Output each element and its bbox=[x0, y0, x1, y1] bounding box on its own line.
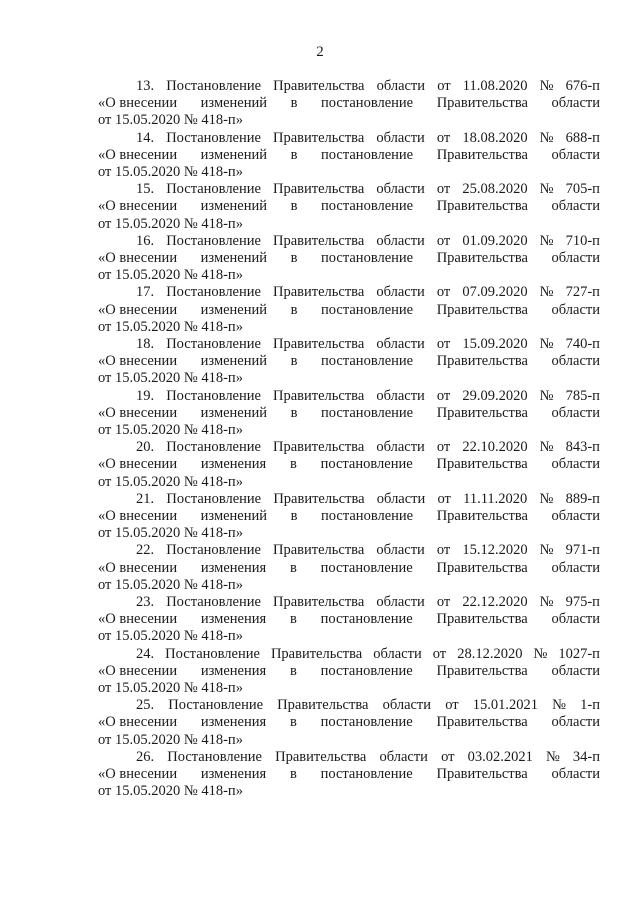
subject-word: области bbox=[551, 146, 600, 163]
item-reference-line: от 15.05.2020 № 418-п» bbox=[98, 679, 243, 696]
title-word: Постановление bbox=[166, 284, 261, 301]
title-word: Правительства bbox=[273, 78, 365, 94]
subject-word: изменений bbox=[200, 353, 268, 370]
title-word: 676-п bbox=[565, 78, 600, 94]
title-word: от bbox=[432, 645, 447, 662]
subject-word: Правительства bbox=[436, 559, 528, 576]
subject-word: изменения bbox=[200, 611, 267, 628]
item-reference-line: от 15.05.2020 № 418-п» bbox=[98, 525, 243, 542]
title-word: от bbox=[445, 697, 459, 714]
title-word: области bbox=[376, 593, 425, 610]
title-word: 705-п bbox=[565, 181, 600, 198]
item-reference-line: от 15.05.2020 № 418-п» bbox=[98, 318, 243, 335]
title-word: от bbox=[437, 490, 451, 507]
subject-word: «О внесении bbox=[98, 146, 178, 163]
title-word: области bbox=[376, 490, 426, 507]
title-word: Правительства bbox=[273, 181, 365, 198]
subject-word: области bbox=[551, 662, 600, 679]
item-reference-line: от 15.05.2020 № 418-п» bbox=[98, 421, 243, 438]
subject-word: области bbox=[551, 404, 600, 421]
item-title-line bbox=[98, 749, 600, 766]
title-word: Правительства bbox=[275, 748, 367, 765]
title-word: 21. bbox=[136, 490, 155, 507]
title-word: № bbox=[539, 490, 554, 507]
subject-word: в bbox=[290, 95, 298, 112]
subject-word: в bbox=[289, 456, 297, 473]
title-word: 29.09.2020 bbox=[462, 387, 528, 404]
title-word: области bbox=[379, 748, 428, 765]
item-title-line bbox=[98, 542, 600, 559]
title-word: от bbox=[436, 129, 451, 146]
title-word: 843-п bbox=[565, 439, 600, 456]
list-item bbox=[98, 749, 600, 801]
title-word: Правительства bbox=[273, 129, 365, 146]
title-word: области bbox=[376, 78, 426, 94]
subject-word: «О внесении bbox=[98, 95, 178, 112]
title-word: области bbox=[376, 542, 425, 559]
title-word: 785-п bbox=[565, 387, 600, 404]
item-title-line bbox=[98, 130, 600, 147]
subject-word: в bbox=[289, 662, 297, 679]
item-reference-line: от 15.05.2020 № 418-п» bbox=[98, 473, 243, 490]
title-word: 25.08.2020 bbox=[462, 181, 528, 198]
title-word: 14. bbox=[136, 129, 155, 146]
subject-word: постановление bbox=[320, 662, 413, 679]
item-title-line bbox=[98, 439, 600, 456]
item-subject-line bbox=[98, 302, 600, 319]
list-item bbox=[98, 697, 600, 749]
subject-word: области bbox=[551, 456, 600, 473]
item-subject-line bbox=[98, 198, 600, 215]
title-word: № bbox=[539, 129, 554, 146]
subject-word: Правительства bbox=[436, 404, 528, 421]
subject-word: постановление bbox=[321, 353, 414, 370]
subject-word: постановление bbox=[321, 404, 414, 421]
title-word: № bbox=[539, 439, 554, 456]
title-word: 03.02.2021 bbox=[467, 748, 533, 765]
item-title-line bbox=[98, 181, 600, 198]
subject-word: Правительства bbox=[436, 507, 528, 524]
item-reference-line: от 15.05.2020 № 418-п» bbox=[98, 112, 243, 129]
subject-word: Правительства bbox=[436, 301, 528, 318]
title-word: № bbox=[539, 181, 554, 198]
title-word: Постановление bbox=[165, 645, 260, 662]
subject-word: постановление bbox=[321, 301, 414, 318]
list-item bbox=[98, 388, 600, 440]
subject-word: изменения bbox=[200, 714, 267, 731]
title-word: 07.09.2020 bbox=[462, 284, 528, 301]
title-word: 19. bbox=[136, 387, 155, 404]
title-word: 18. bbox=[136, 335, 155, 352]
item-reference-line: от 15.05.2020 № 418-п» bbox=[98, 163, 243, 180]
subject-word: изменений bbox=[200, 146, 268, 163]
item-subject-line bbox=[98, 766, 600, 783]
subject-word: Правительства bbox=[436, 249, 528, 266]
title-word: от bbox=[437, 78, 451, 94]
subject-word: «О внесении bbox=[98, 765, 178, 782]
subject-word: в bbox=[290, 249, 298, 266]
subject-word: области bbox=[551, 714, 600, 731]
subject-word: области bbox=[551, 507, 600, 524]
title-word: 18.08.2020 bbox=[462, 129, 528, 146]
item-subject-line bbox=[98, 250, 600, 267]
page-number: 2 bbox=[316, 44, 324, 60]
item-subject-line bbox=[98, 353, 600, 370]
subject-word: области bbox=[551, 198, 600, 215]
title-word: Правительства bbox=[273, 490, 365, 507]
subject-word: в bbox=[289, 765, 297, 782]
title-word: 25. bbox=[136, 697, 155, 714]
subject-word: Правительства bbox=[436, 611, 528, 628]
subject-word: Правительства bbox=[436, 146, 528, 163]
title-word: 26. bbox=[136, 748, 155, 765]
list-item bbox=[98, 181, 600, 233]
title-word: Постановление bbox=[166, 78, 262, 94]
subject-word: постановление bbox=[320, 559, 413, 576]
item-reference-line: от 15.05.2020 № 418-п» bbox=[98, 783, 243, 800]
item-subject-line bbox=[98, 508, 600, 525]
title-word: Правительства bbox=[277, 697, 369, 714]
title-word: Правительства bbox=[273, 542, 365, 559]
title-word: от bbox=[441, 748, 455, 765]
title-word: 17. bbox=[136, 284, 155, 301]
subject-word: изменений bbox=[200, 198, 268, 215]
title-word: области bbox=[376, 387, 425, 404]
subject-word: области bbox=[551, 765, 600, 782]
title-word: 15. bbox=[136, 181, 155, 198]
item-reference-line: от 15.05.2020 № 418-п» bbox=[98, 731, 243, 748]
subject-word: Правительства bbox=[436, 714, 528, 731]
item-subject-line bbox=[98, 714, 600, 731]
title-word: Постановление bbox=[166, 232, 261, 249]
item-subject-line bbox=[98, 456, 600, 473]
subject-word: «О внесении bbox=[98, 611, 178, 628]
title-word: Постановление bbox=[166, 593, 261, 610]
title-word: 1-п bbox=[580, 697, 600, 714]
subject-word: «О внесении bbox=[98, 714, 178, 731]
subject-word: изменения bbox=[200, 662, 267, 679]
subject-word: области bbox=[551, 611, 600, 628]
subject-word: изменения bbox=[200, 456, 267, 473]
title-word: 740-п bbox=[565, 335, 600, 352]
title-word: области bbox=[376, 439, 425, 456]
subject-word: «О внесении bbox=[98, 662, 178, 679]
title-word: Постановление bbox=[166, 439, 261, 456]
subject-word: изменений bbox=[200, 249, 268, 266]
title-word: 24. bbox=[136, 645, 155, 662]
title-word: № bbox=[539, 78, 554, 94]
title-word: № bbox=[539, 542, 554, 559]
subject-word: в bbox=[290, 507, 298, 524]
subject-word: постановление bbox=[321, 146, 414, 163]
title-word: 01.09.2020 bbox=[462, 232, 528, 249]
subject-word: «О внесении bbox=[98, 507, 178, 524]
subject-word: постановление bbox=[321, 507, 414, 524]
subject-word: постановление bbox=[320, 765, 413, 782]
title-word: 727-п bbox=[565, 284, 600, 301]
subject-word: Правительства bbox=[436, 95, 528, 112]
subject-word: изменений bbox=[200, 507, 268, 524]
subject-word: области bbox=[551, 353, 600, 370]
title-word: Правительства bbox=[273, 439, 365, 456]
subject-word: постановление bbox=[320, 611, 413, 628]
subject-word: «О внесении bbox=[98, 559, 178, 576]
title-word: № bbox=[539, 284, 554, 301]
title-word: области bbox=[376, 129, 425, 146]
title-word: № bbox=[552, 697, 566, 714]
subject-word: в bbox=[290, 404, 298, 421]
item-reference-line: от 15.05.2020 № 418-п» bbox=[98, 628, 243, 645]
title-word: 15.01.2021 bbox=[472, 697, 538, 714]
item-subject-line bbox=[98, 95, 600, 112]
item-subject-line bbox=[98, 560, 600, 577]
item-subject-line bbox=[98, 405, 600, 422]
title-word: 23. bbox=[136, 593, 155, 610]
subject-word: «О внесении bbox=[98, 198, 178, 215]
subject-word: «О внесении bbox=[98, 301, 178, 318]
title-word: № bbox=[533, 645, 548, 662]
list-item bbox=[98, 130, 600, 182]
subject-word: изменений bbox=[200, 95, 268, 112]
subject-word: в bbox=[290, 353, 298, 370]
title-word: от bbox=[436, 387, 451, 404]
subject-word: изменений bbox=[200, 301, 268, 318]
title-word: от bbox=[436, 181, 451, 198]
item-title-line bbox=[98, 491, 600, 508]
item-title-line bbox=[98, 336, 600, 353]
subject-word: «О внесении bbox=[98, 353, 178, 370]
title-word: области bbox=[376, 232, 425, 249]
title-word: Правительства bbox=[273, 284, 365, 301]
subject-word: в bbox=[289, 714, 297, 731]
item-title-line bbox=[98, 388, 600, 405]
title-word: от bbox=[436, 284, 451, 301]
subject-word: изменения bbox=[200, 765, 267, 782]
subject-word: в bbox=[289, 611, 297, 628]
list-item bbox=[98, 78, 600, 130]
subject-word: постановление bbox=[320, 714, 413, 731]
item-title-line bbox=[98, 284, 600, 301]
list-item bbox=[98, 542, 600, 594]
title-word: Постановление bbox=[166, 129, 261, 146]
title-word: Правительства bbox=[273, 387, 365, 404]
title-word: Постановление bbox=[166, 181, 261, 198]
title-word: области bbox=[382, 697, 432, 714]
subject-word: области bbox=[551, 301, 600, 318]
subject-word: изменений bbox=[200, 404, 268, 421]
title-word: области bbox=[376, 284, 425, 301]
title-word: Правительства bbox=[273, 335, 365, 352]
subject-word: «О внесении bbox=[98, 249, 178, 266]
subject-word: Правительства bbox=[436, 353, 528, 370]
title-word: 710-п bbox=[565, 232, 600, 249]
item-reference-line: от 15.05.2020 № 418-п» bbox=[98, 370, 243, 387]
item-subject-line bbox=[98, 611, 600, 628]
item-reference-line: от 15.05.2020 № 418-п» bbox=[98, 215, 243, 232]
title-word: № bbox=[539, 335, 554, 352]
title-word: № bbox=[545, 748, 560, 765]
item-reference-line: от 15.05.2020 № 418-п» bbox=[98, 267, 243, 284]
list-item bbox=[98, 646, 600, 698]
title-word: Постановление bbox=[167, 748, 262, 765]
title-word: 15.09.2020 bbox=[462, 335, 528, 352]
title-word: 20. bbox=[136, 439, 155, 456]
title-word: 11.08.2020 bbox=[462, 78, 528, 94]
title-word: 11.11.2020 bbox=[463, 490, 528, 507]
subject-word: в bbox=[290, 146, 298, 163]
subject-word: «О внесении bbox=[98, 456, 178, 473]
title-word: Постановление bbox=[168, 697, 264, 714]
list-item bbox=[98, 491, 600, 543]
item-reference-line: от 15.05.2020 № 418-п» bbox=[98, 576, 243, 593]
title-word: от bbox=[436, 439, 451, 456]
subject-word: изменения bbox=[200, 559, 267, 576]
title-word: Постановление bbox=[166, 490, 262, 507]
title-word: 28.12.2020 bbox=[457, 645, 523, 662]
item-title-line bbox=[98, 233, 600, 250]
title-word: от bbox=[436, 542, 451, 559]
title-word: 971-п bbox=[565, 542, 600, 559]
title-word: 889-п bbox=[565, 490, 600, 507]
resolution-list bbox=[98, 78, 600, 800]
title-word: 22. bbox=[136, 542, 155, 559]
title-word: Постановление bbox=[166, 542, 261, 559]
title-word: области bbox=[373, 645, 422, 662]
title-word: 22.12.2020 bbox=[462, 593, 528, 610]
title-word: Правительства bbox=[270, 645, 363, 662]
title-word: Правительства bbox=[273, 593, 365, 610]
subject-word: области bbox=[551, 249, 600, 266]
title-word: 15.12.2020 bbox=[462, 542, 528, 559]
title-word: 34-п bbox=[572, 748, 600, 765]
subject-word: Правительства bbox=[436, 456, 528, 473]
list-item bbox=[98, 233, 600, 285]
list-item bbox=[98, 439, 600, 491]
item-title-line bbox=[98, 594, 600, 611]
title-word: от bbox=[436, 232, 451, 249]
subject-word: постановление bbox=[321, 95, 414, 112]
subject-word: постановление bbox=[321, 249, 414, 266]
item-subject-line bbox=[98, 663, 600, 680]
subject-word: области bbox=[551, 559, 600, 576]
title-word: 22.10.2020 bbox=[462, 439, 528, 456]
list-item bbox=[98, 336, 600, 388]
subject-word: постановление bbox=[321, 198, 414, 215]
subject-word: постановление bbox=[320, 456, 413, 473]
title-word: области bbox=[376, 335, 425, 352]
subject-word: в bbox=[289, 559, 297, 576]
subject-word: Правительства bbox=[436, 765, 528, 782]
title-word: 975-п bbox=[565, 593, 600, 610]
subject-word: в bbox=[290, 301, 298, 318]
subject-word: «О внесении bbox=[98, 404, 178, 421]
item-title-line bbox=[98, 78, 600, 95]
title-word: 13. bbox=[136, 78, 155, 94]
title-word: № bbox=[539, 232, 554, 249]
title-word: области bbox=[376, 181, 425, 198]
subject-word: Правительства bbox=[436, 662, 528, 679]
list-item bbox=[98, 594, 600, 646]
title-word: 1027-п bbox=[558, 645, 600, 662]
title-word: Постановление bbox=[166, 387, 261, 404]
item-title-line bbox=[98, 646, 600, 663]
title-word: от bbox=[436, 335, 451, 352]
title-word: № bbox=[539, 593, 554, 610]
title-word: 688-п bbox=[565, 129, 600, 146]
title-word: 16. bbox=[136, 232, 155, 249]
subject-word: в bbox=[290, 198, 298, 215]
title-word: № bbox=[539, 387, 554, 404]
subject-word: области bbox=[551, 95, 600, 112]
list-item bbox=[98, 284, 600, 336]
subject-word: Правительства bbox=[436, 198, 528, 215]
title-word: от bbox=[436, 593, 451, 610]
item-subject-line bbox=[98, 147, 600, 164]
title-word: Постановление bbox=[166, 335, 261, 352]
title-word: Правительства bbox=[273, 232, 365, 249]
item-title-line bbox=[98, 697, 600, 714]
